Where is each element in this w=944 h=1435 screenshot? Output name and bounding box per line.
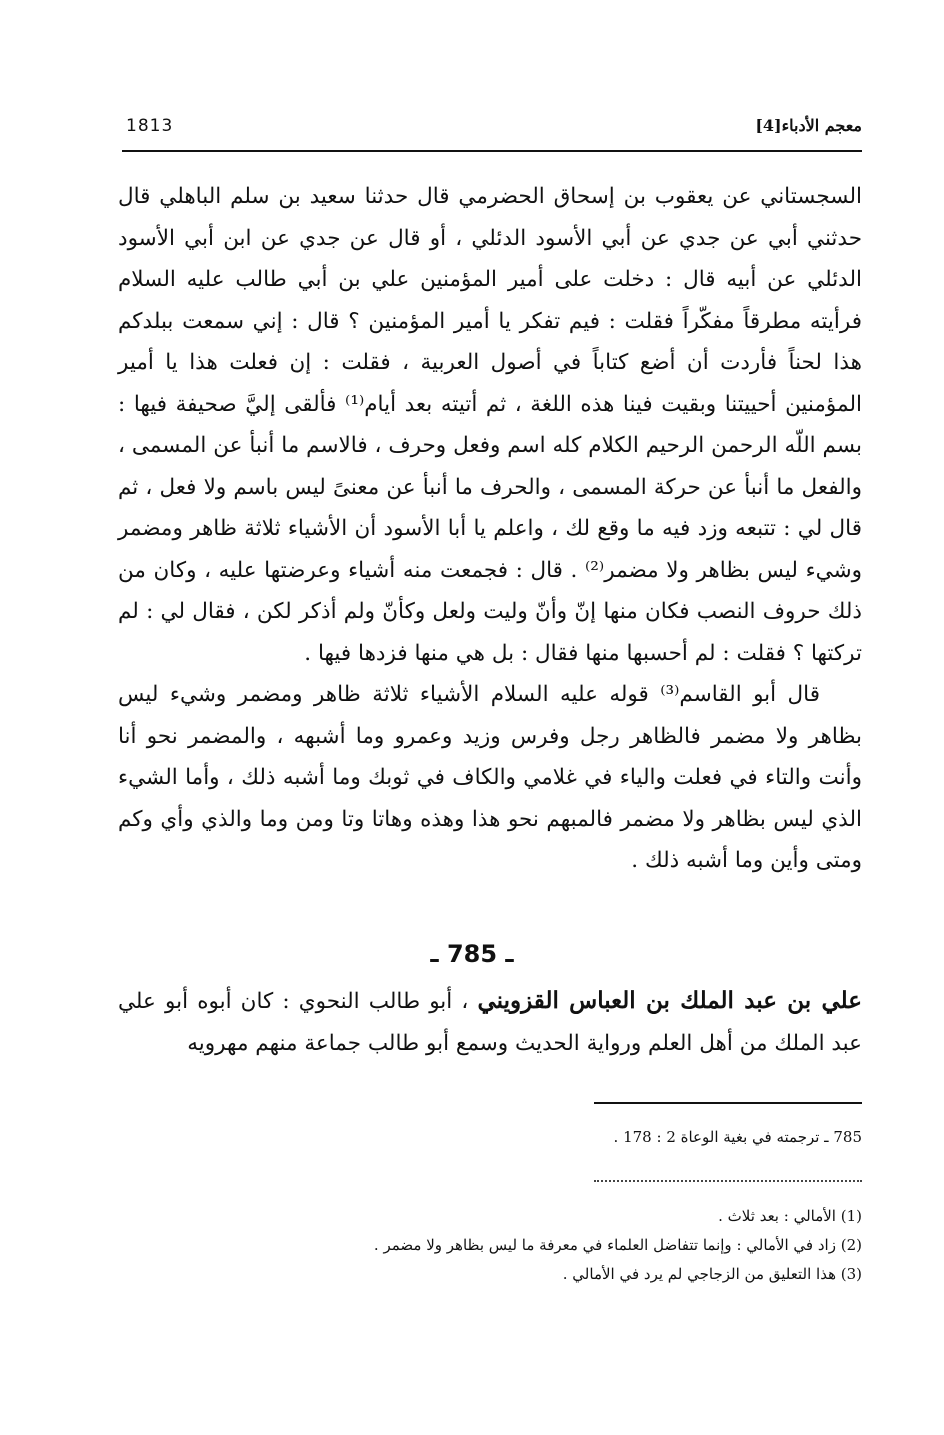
paragraph: السجستاني عن يعقوب بن إسحاق الحضرمي قال حدثنا سعيد بن سلم الباهلي قال حدثني أبي عن جدي عن أبي الأسود الدئلي ، أو قال عن جدي عن ابن أبي الأسود الدئلي عن أبيه قال : دخلت على أمير المؤمنين علي بن أبي طالب عليه السلام فرأيته مطرقاً مفكّراً فقلت : فيم تفكر يا أمير المؤمنين ؟ قال : إني سمعت ببلدكم هذا لحناً فأردت أن أضع كتاباً في أصول العربية ، فقلت : إن فعلت هذا يا أمير المؤمنين أحييتنا وبقيت فينا هذه اللغة ، ثم أتيته بعد أيام⁽¹⁾ فألقى إليَّ صحيفة فيها : بسم اللّه الرحمن الرحيم الكلام كله اسم وفعل وحرف ، فالاسم ما أنبأ عن المسمى ، والفعل ما أنبأ عن حركة المسمى ، والحرف ما أنبأ عن معنىً ليس باسم ولا فعل ، ثم قال لي : تتبعه وزد فيه ما وقع لك ، واعلم يا أبا الأسود أن الأشياء ثلاثة ظاهر ومضمر وشيء ليس بظاهر ولا مضمر⁽²⁾ . قال : فجمعت منه أشياء وعرضتها عليه ، وكان من ذلك حروف النصب فكان منها إنّ وأنّ وليت ولعل وكأنّ ولم أذكر لكن ، فقال لي : لم تركتها ؟ فقلت : لم أحسبها منها فقال : بل هي منها فزدها فيها .: [118, 184, 862, 666]
header-rule: [122, 150, 862, 152]
main-text: [118, 176, 862, 882]
footnote-rule: [594, 1102, 862, 1104]
entry-paragraph: [118, 980, 862, 1065]
footnote-dotted-rule: [594, 1180, 862, 1182]
entry-description: ، أبو طالب النحوي : كان أبوه أبو علي عبد الملك من أهل العلم ورواية الحديث وسمع أبو طالب جماعة منهم مهرويه: [118, 989, 862, 1056]
footnote-1: (1) الأمالي : بعد ثلاث .: [718, 1207, 862, 1225]
entry-name: علي بن عبد الملك بن العباس القزويني: [477, 987, 862, 1014]
book-title: معجم الأدباء[4]: [755, 116, 862, 135]
footnote-2: (2) زاد في الأمالي : وإنما تتفاضل العلماء في معرفة ما ليس بظاهر ولا مضمر .: [373, 1236, 862, 1254]
footnote-source: 785 ـ ترجمته في بغية الوعاة 2 : 178 .: [613, 1128, 862, 1146]
entry-text: [118, 980, 862, 1065]
footnotes: [300, 1202, 862, 1289]
entry-number: ـ 785 ـ: [430, 940, 514, 968]
page-number: 1813: [126, 116, 174, 136]
footnote-3: (3) هذا التعليق من الزجاجي لم يرد في الأمالي .: [562, 1265, 862, 1283]
paragraph: قال أبو القاسم⁽³⁾ قوله عليه السلام الأشياء ثلاثة ظاهر ومضمر وشيء ليس بظاهر ولا مضمر فالظاهر رجل وفرس وزيد وعمرو وما أشبهه ، والمضمر نحو أنا وأنت والتاء في فعلت والياء في غلامي والكاف في ثوبك وما أشبه ذلك ، وأما الشيء الذي ليس بظاهر ولا مضمر فالمبهم نحو هذا وهذه وهاتا وتا ومن وما والذي وأي وكم ومتى وأين وما أشبه ذلك .: [118, 682, 862, 873]
running-head: [122, 112, 862, 154]
